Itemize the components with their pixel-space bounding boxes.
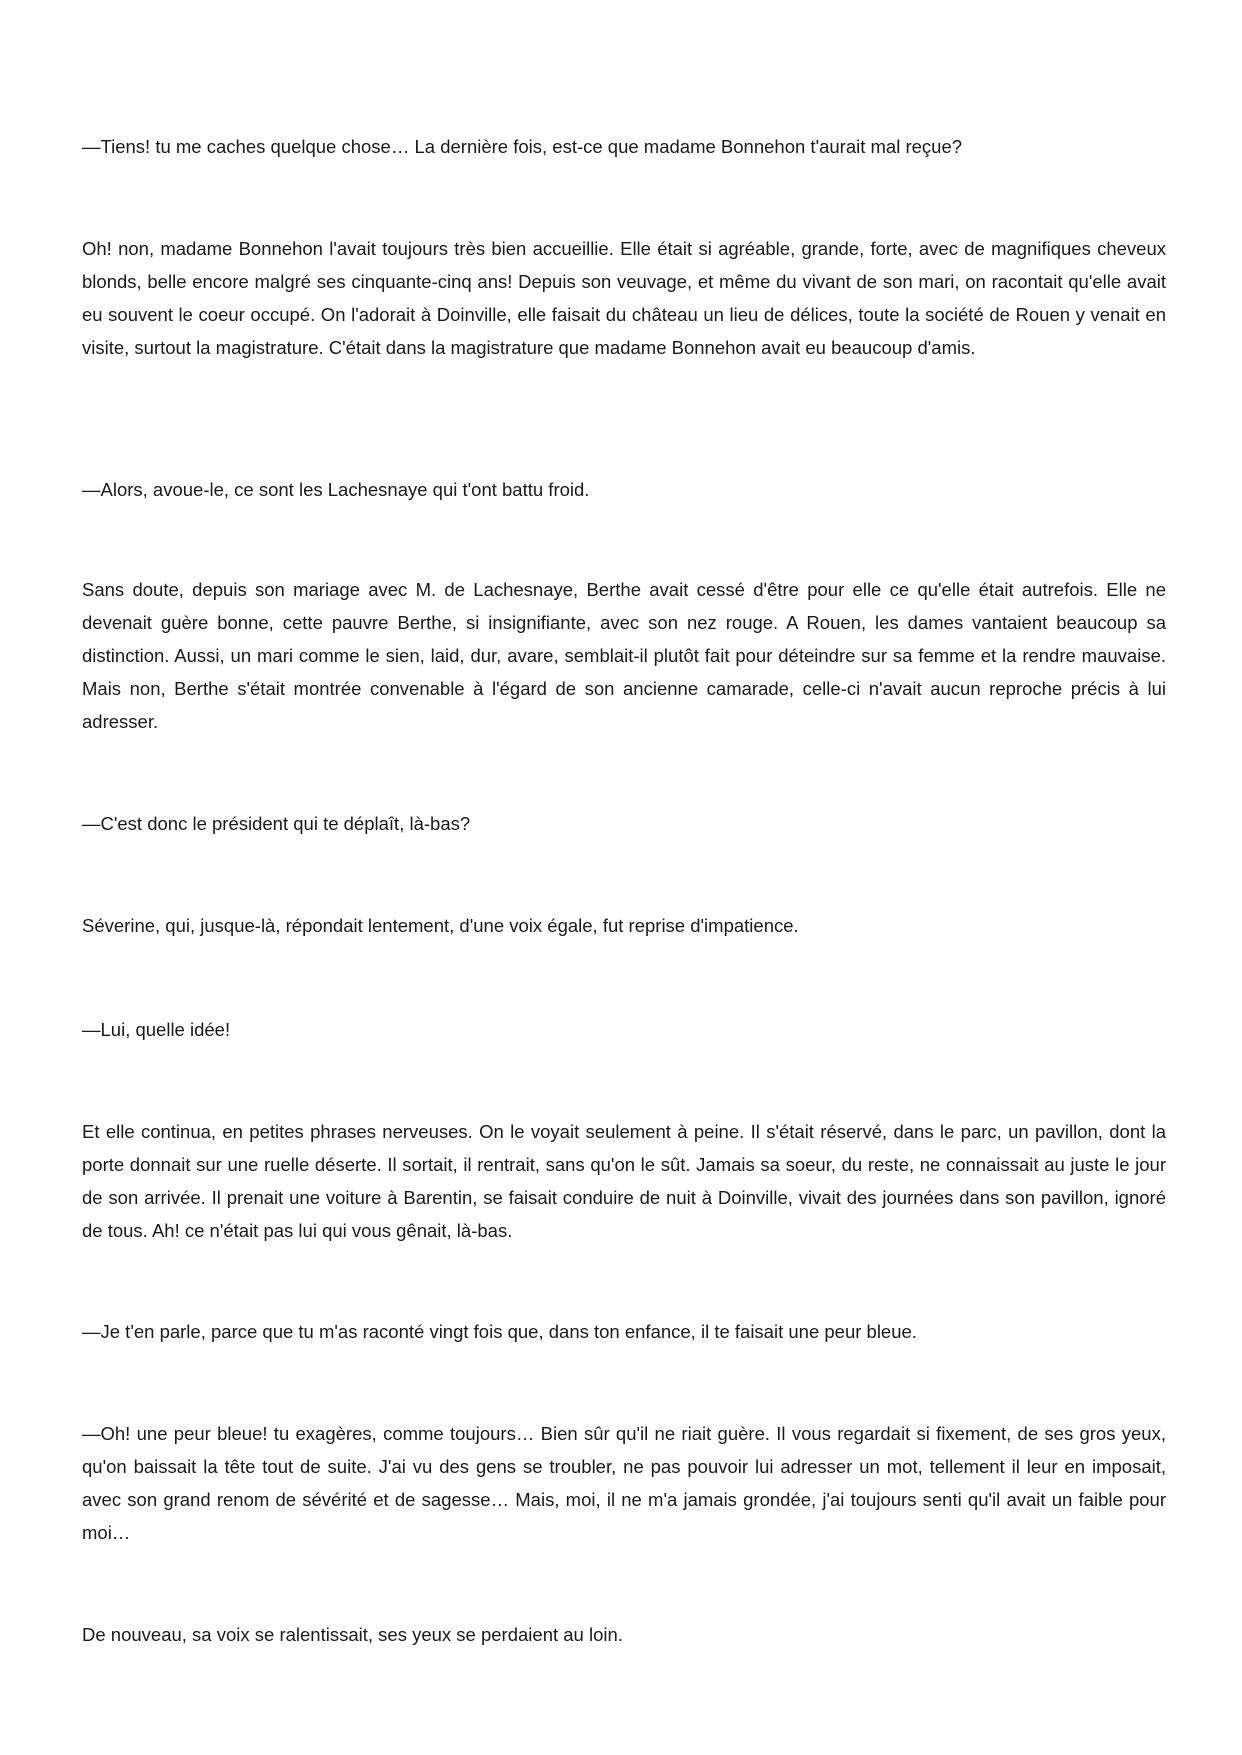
dialogue-paragraph: —C'est donc le président qui te déplaît, là-bas?	[82, 813, 471, 834]
dialogue-paragraph: —Tiens! tu me caches quelque chose… La dernière fois, est-ce que madame Bonnehon t'aurait mal reçue?	[82, 136, 963, 157]
dialogue-paragraph: —Lui, quelle idée!	[82, 1019, 231, 1040]
dialogue-paragraph: —Alors, avoue-le, ce sont les Lachesnaye qui t'ont battu froid.	[82, 479, 590, 500]
narrative-paragraph: De nouveau, sa voix se ralentissait, ses yeux se perdaient au loin.	[82, 1624, 623, 1645]
dialogue-paragraph: —Oh! une peur bleue! tu exagères, comme toujours… Bien sûr qu'il ne riait guère. Il vous regardait si fixement, de ses gros yeux, qu'on baissait la tête tout de suite. J'ai vu des gens se troubler, ne pas pouvoir lui adresser un mot, tellement il leur en imposait, avec son grand renom de sévérité et de sagesse… Mais, moi, il ne m'a jamais grondée, j'ai toujours senti qu'il avait un faible pour moi…	[82, 1423, 1166, 1543]
narrative-paragraph: Séverine, qui, jusque-là, répondait lentement, d'une voix égale, fut reprise d'impatience.	[82, 915, 799, 936]
narrative-paragraph: Et elle continua, en petites phrases nerveuses. On le voyait seulement à peine. Il s'était réservé, dans le parc, un pavillon, dont la porte donnait sur une ruelle déserte. Il sortait, il rentrait, sans qu'on le sût. Jamais sa soeur, du reste, ne connaissait au juste le jour de son arrivée. Il prenait une voiture à Barentin, se faisait conduire de nuit à Doinville, vivait des journées dans son pavillon, ignoré de tous. Ah! ce n'était pas lui qui vous gênait, là-bas.	[82, 1121, 1166, 1241]
narrative-paragraph: Sans doute, depuis son mariage avec M. de Lachesnaye, Berthe avait cessé d'être pour elle ce qu'elle était autrefois. Elle ne devenait guère bonne, cette pauvre Berthe, si insignifiante, avec son nez rouge. A Rouen, les dames vantaient beaucoup sa distinction. Aussi, un mari comme le sien, laid, dur, avare, semblait-il plutôt fait pour déteindre sur sa femme et la rendre mauvaise. Mais non, Berthe s'était montrée convenable à l'égard de son ancienne camarade, celle-ci n'avait aucun reproche précis à lui adresser.	[82, 579, 1166, 732]
dialogue-paragraph: —Je t'en parle, parce que tu m'as raconté vingt fois que, dans ton enfance, il te faisait une peur bleue.	[82, 1321, 917, 1342]
narrative-paragraph: Oh! non, madame Bonnehon l'avait toujours très bien accueillie. Elle était si agréable, grande, forte, avec de magnifiques cheveux blonds, belle encore malgré ses cinquante-cinq ans! Depuis son veuvage, et même du vivant de son mari, on racontait qu'elle avait eu souvent le coeur occupé. On l'adorait à Doinville, elle faisait du château un lieu de délices, toute la société de Rouen y venait en visite, surtout la magistrature. C'était dans la magistrature que madame Bonnehon avait eu beaucoup d'amis.	[82, 238, 1166, 358]
